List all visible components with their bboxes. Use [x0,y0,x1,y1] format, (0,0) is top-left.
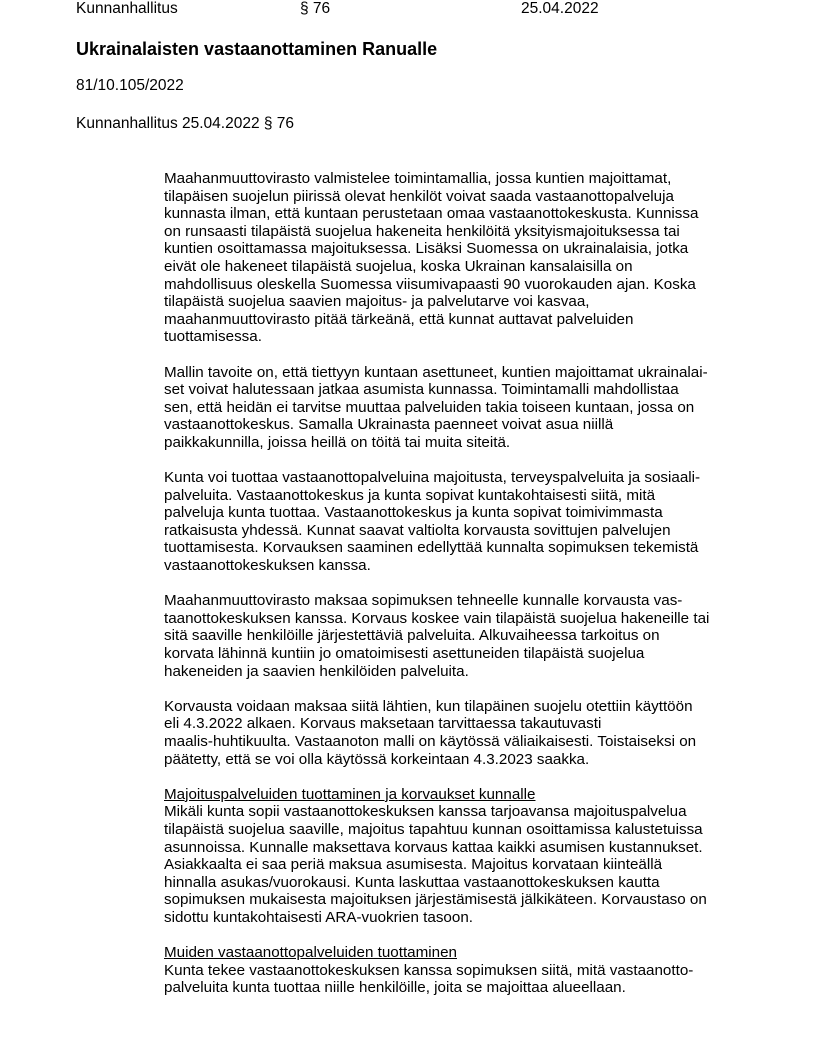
paragraph-line: sopimuksen mukaisesta majoituksen järjestämisestä jälkikäteen. Korvaustaso on [164,891,707,909]
body-paragraph [164,944,754,997]
paragraph-line: taanottokeskuksen kanssa. Korvaus koskee vain tilapäistä suojelua hakeneille tai [164,609,710,627]
paragraph-line: tilapäistä suojelua saaville, majoitus tapahtuu kunnan osoittamissa kalustetuissa [164,820,703,838]
header-date: 25.04.2022 [521,0,599,17]
paragraph-line: set voivat halutessaan jatkaa asumista kunnassa. Toimintamalli mahdollistaa [164,381,679,399]
paragraph-line: on runsaasti tilapäistä suojelua hakeneita henkilöitä yksityismajoituksessa tai [164,222,680,240]
paragraph-line: eivät ole hakeneet tilapäistä suojelua, koska Ukrainan kansalaisilla on [164,257,633,275]
paragraph-line: Mikäli kunta sopii vastaanottokeskuksen kanssa tarjoavansa majoituspalvelua [164,803,687,821]
header-body-name: Kunnanhallitus [76,0,178,17]
paragraph-line: sitä saaville henkilöille järjestettäviä palveluita. Alkuvaiheessa tarkoitus on [164,627,660,645]
paragraph-line: eli 4.3.2022 alkaen. Korvaus maksetaan tarvittaessa takautuvasti [164,715,602,733]
paragraph-line: tuottamisessa. [164,328,262,346]
document-body [164,170,754,1015]
body-paragraph [164,592,754,680]
paragraph-line: palveluja kunta tuottaa. Vastaanottokeskus ja kunta sopivat toimivimmasta [164,504,663,522]
paragraph-line: korvata lähinnä kuntiin jo omatoimisesti asettuneiden tilapäistä suojelua [164,645,645,663]
paragraph-line: maahanmuuttovirasto pitää tärkeänä, että kunnat auttavat palveluiden [164,310,634,328]
paragraph-line: palveluita. Vastaanottokeskus ja kunta sopivat kuntakohtaisesti siitä, mitä [164,486,656,504]
paragraph-line: tuottamisesta. Korvauksen saaminen edellyttää kunnalta sopimuksen tekemistä [164,539,699,557]
paragraph-line: palveluita kunta tuottaa niille henkilöille, joita se majoittaa alueellaan. [164,979,626,997]
session-reference: Kunnanhallitus 25.04.2022 § 76 [76,115,295,132]
paragraph-line: Maahanmuuttovirasto valmistelee toimintamallia, jossa kuntien majoittamat, [164,170,672,187]
paragraph-line: kunnasta ilman, että kuntaan perustetaan omaa vastaanottokeskusta. Kunnissa [164,205,699,223]
reference-number: 81/10.105/2022 [76,77,184,94]
document-title: Ukrainalaisten vastaanottaminen Ranualle [76,39,438,59]
paragraph-line: sen, että heidän ei tarvitse muuttaa palveluiden takia toiseen kuntaan, jossa on [164,398,695,416]
paragraph-line: Mallin tavoite on, että tiettyyn kuntaan asettuneet, kuntien majoittamat ukrainalai- [164,363,708,381]
paragraph-line: Korvausta voidaan maksaa siitä lähtien, kun tilapäinen suojelu otettiin käyttöön [164,697,693,715]
paragraph-line: sidottu kuntakohtaisesti ARA-vuokrien tasoon. [164,908,473,926]
body-paragraph [164,170,754,346]
paragraph-line: asunnoissa. Kunnalle maksettava korvaus kattaa kaikki asumisen kustannukset. [164,838,703,856]
paragraph-line: tilapäistä suojelua saavien majoitus- ja palvelutarve voi kasvaa, [164,293,590,311]
paragraph-line: Maahanmuuttovirasto maksaa sopimuksen tehneelle kunnalle korvausta vas- [164,592,683,610]
paragraph-line: hakeneiden ja saavien henkilöiden palveluita. [164,662,469,680]
paragraph-line: tilapäisen suojelun piirissä olevat henkilöt voivat saada vastaanottopalveluja [164,187,674,205]
paragraph-line: ratkaisusta yhdessä. Kunnat saavat valtiolta korvausta sovittujen palvelujen [164,521,671,539]
paragraph-line: vastaanottokeskuksen kanssa. [164,557,371,575]
paragraph-line: mahdollisuus oleskella Suomessa viisumivapaasti 90 vuorokauden ajan. Koska [164,275,696,293]
section-heading: Majoituspalveluiden tuottaminen ja korvaukset kunnalle [164,785,536,803]
body-paragraph [164,786,754,927]
body-paragraph [164,364,754,452]
paragraph-line: Asiakkaalta ei saa periä maksua asumisesta. Majoitus korvataan kiinteällä [164,856,663,874]
body-paragraph [164,698,754,768]
body-paragraph [164,469,754,575]
paragraph-line: kuntien osoittamassa majoituksessa. Lisäksi Suomessa on ukrainalaisia, jotka [164,240,689,258]
header-section-number: § 76 [300,0,331,17]
paragraph-line: Kunta voi tuottaa vastaanottopalveluina majoitusta, terveyspalveluita ja sosiaali- [164,469,701,487]
page-header [76,0,776,20]
paragraph-line: hinnalla asukas/vuorokausi. Kunta laskuttaa vastaanottokeskuksen kautta [164,873,660,891]
section-heading: Muiden vastaanottopalveluiden tuottaminen [164,944,457,962]
paragraph-line: maalis-huhtikuulta. Vastaanoton malli on käytössä väliaikaisesti. Toistaiseksi on [164,733,697,750]
paragraph-line: Kunta tekee vastaanottokeskuksen kanssa sopimuksen siitä, mitä vastaanotto- [164,961,694,979]
paragraph-line: päätetty, että se voi olla käytössä korkeintaan 4.3.2023 saakka. [164,750,590,768]
paragraph-line: paikkakunnilla, joissa heillä on töitä tai muita siteitä. [164,433,511,451]
paragraph-line: vastaanottokeskus. Samalla Ukrainasta paenneet voivat asua niillä [164,416,614,434]
